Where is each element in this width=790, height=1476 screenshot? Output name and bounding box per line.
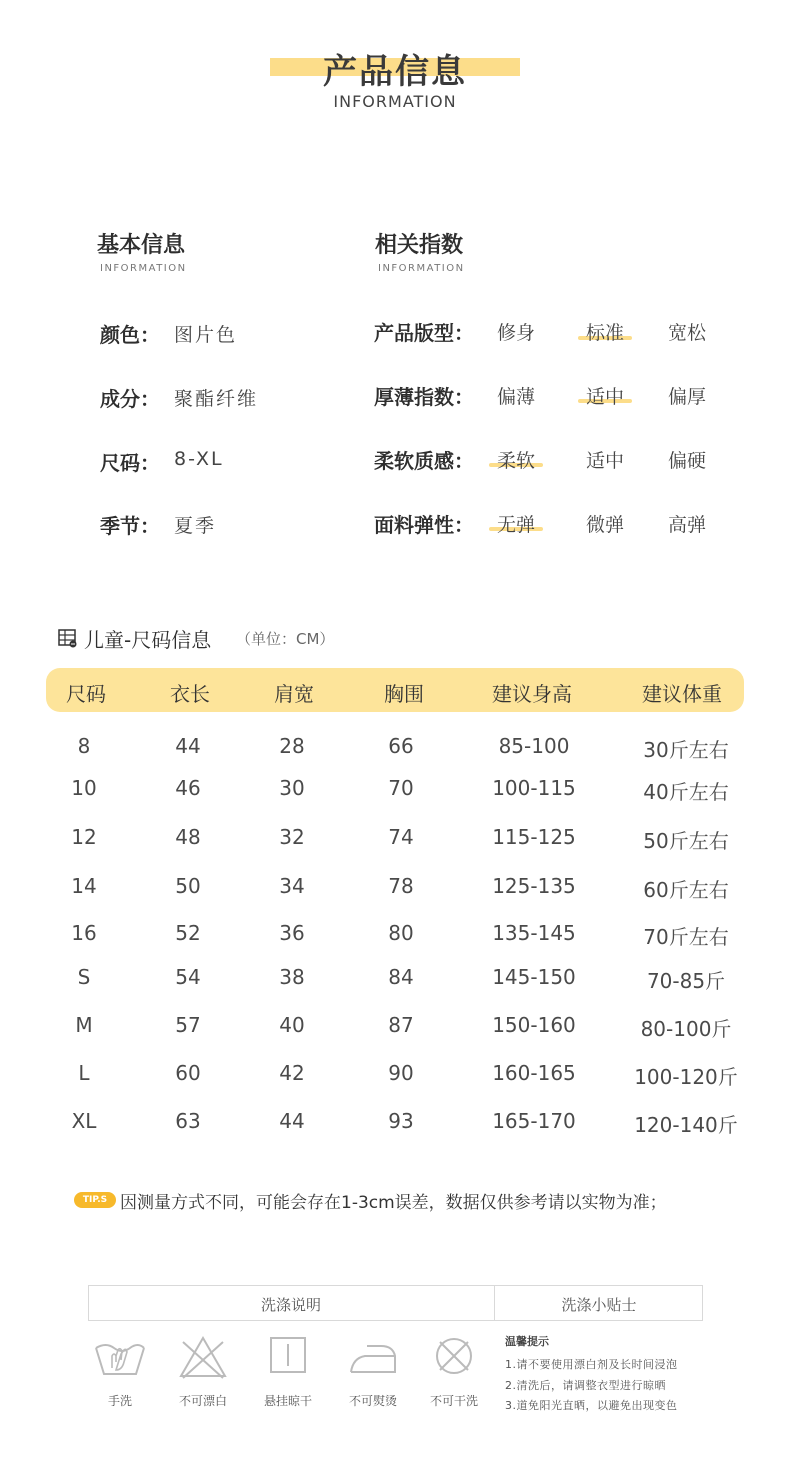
table-cell: 38 xyxy=(279,965,305,989)
table-cell: 60斤左右 xyxy=(643,878,729,902)
table-header-cell: 肩宽 xyxy=(274,682,314,706)
table-cell: 150-160 xyxy=(492,1013,576,1037)
basic-row-label: 季节： xyxy=(100,514,160,538)
ruler-table-icon xyxy=(58,628,78,648)
table-cell: 93 xyxy=(388,1109,414,1133)
table-cell: 42 xyxy=(279,1061,305,1085)
table-cell: 160-165 xyxy=(492,1061,576,1085)
page-title: 产品信息 xyxy=(323,52,467,92)
basic-row-value: 8-XL xyxy=(174,448,224,470)
table-cell: 52 xyxy=(175,921,201,945)
table-cell: 8 xyxy=(77,734,91,758)
table-cell: 50 xyxy=(175,874,201,898)
index-option-selected: 标准 xyxy=(585,322,624,344)
table-cell: 44 xyxy=(175,734,201,758)
table-cell: 70斤左右 xyxy=(643,925,729,949)
index-option: 高弹 xyxy=(667,514,706,536)
table-header-cell: 胸围 xyxy=(384,682,424,706)
size-table-title: 儿童-尺码信息 xyxy=(84,628,212,652)
index-option-selected: 适中 xyxy=(585,386,624,408)
index-row-label: 面料弹性： xyxy=(374,513,474,537)
table-cell: 145-150 xyxy=(492,965,576,989)
table-cell: 120-140斤 xyxy=(634,1113,738,1137)
table-cell: 70-85斤 xyxy=(646,969,726,993)
care-tips-title: 温馨提示 xyxy=(505,1335,549,1348)
index-option: 宽松 xyxy=(667,322,706,344)
table-cell: 10 xyxy=(71,776,97,800)
indices-subtitle: INFORMATION xyxy=(378,263,465,274)
table-cell: 36 xyxy=(279,921,305,945)
wash-tips-header: 洗涤小贴士 xyxy=(561,1296,637,1314)
table-cell: 57 xyxy=(175,1013,201,1037)
table-cell: 100-115 xyxy=(492,776,576,800)
no-iron-icon xyxy=(345,1334,401,1380)
table-cell: 84 xyxy=(388,965,414,989)
table-cell: XL xyxy=(71,1109,97,1133)
table-cell: 50斤左右 xyxy=(643,829,729,853)
table-cell: 80 xyxy=(388,921,414,945)
table-cell: 40 xyxy=(279,1013,305,1037)
table-cell: 125-135 xyxy=(492,874,576,898)
table-cell: 34 xyxy=(279,874,305,898)
basic-row-value: 图片色 xyxy=(174,324,238,346)
table-cell: 165-170 xyxy=(492,1109,576,1133)
index-option-selected: 无弹 xyxy=(496,514,535,536)
table-cell: 78 xyxy=(388,874,414,898)
table-cell: 16 xyxy=(71,921,97,945)
table-cell: 87 xyxy=(388,1013,414,1037)
table-cell: 46 xyxy=(175,776,201,800)
table-cell: 12 xyxy=(71,825,97,849)
size-table-unit: （单位：CM） xyxy=(236,630,335,648)
basic-info-title: 基本信息 xyxy=(97,233,186,258)
table-cell: 44 xyxy=(279,1109,305,1133)
index-row-label: 产品版型： xyxy=(374,321,474,345)
wash-icon-label: 不可漂白 xyxy=(178,1394,227,1408)
table-cell: 100-120斤 xyxy=(634,1065,738,1089)
wash-icon-label: 不可干洗 xyxy=(429,1394,478,1408)
table-cell: 66 xyxy=(388,734,414,758)
table-header-cell: 尺码 xyxy=(66,682,106,706)
table-cell: 63 xyxy=(175,1109,201,1133)
table-header-cell: 衣长 xyxy=(170,682,210,706)
wash-icon-label: 手洗 xyxy=(107,1394,132,1408)
wash-icon-label: 悬挂晾干 xyxy=(263,1394,312,1408)
table-cell: 54 xyxy=(175,965,201,989)
index-option: 偏厚 xyxy=(667,386,706,408)
table-cell: 30斤左右 xyxy=(643,738,729,762)
no-bleach-icon xyxy=(175,1334,231,1380)
index-option-selected: 柔软 xyxy=(496,450,535,472)
no-dry-clean-icon xyxy=(426,1334,482,1380)
table-cell: 32 xyxy=(279,825,305,849)
table-cell: L xyxy=(78,1061,90,1085)
table-cell: 115-125 xyxy=(492,825,576,849)
hand-wash-icon xyxy=(92,1334,148,1380)
table-cell: 40斤左右 xyxy=(643,780,729,804)
index-option: 偏薄 xyxy=(496,386,535,408)
indices-title: 相关指数 xyxy=(375,233,464,258)
tip-text: 因测量方式不同，可能会存在1-3cm误差，数据仅供参考请以实物为准； xyxy=(120,1193,667,1213)
table-cell: 85-100 xyxy=(498,734,570,758)
wash-icon-label: 不可熨烫 xyxy=(348,1394,397,1408)
index-option: 修身 xyxy=(496,322,535,344)
index-option: 偏硬 xyxy=(667,450,706,472)
tip-badge: TIP.S xyxy=(74,1192,116,1208)
table-cell: 48 xyxy=(175,825,201,849)
table-cell: 74 xyxy=(388,825,414,849)
table-cell: M xyxy=(75,1013,93,1037)
index-row-label: 厚薄指数： xyxy=(374,385,474,409)
table-cell: 60 xyxy=(175,1061,201,1085)
basic-row-label: 颜色： xyxy=(100,323,160,347)
index-option: 适中 xyxy=(585,450,624,472)
table-cell: 135-145 xyxy=(492,921,576,945)
basic-row-label: 尺码： xyxy=(100,451,160,475)
index-row-label: 柔软质感： xyxy=(374,449,474,473)
table-cell: 28 xyxy=(279,734,305,758)
basic-row-value: 夏季 xyxy=(174,515,217,537)
table-header-cell: 建议体重 xyxy=(642,682,722,706)
care-tip-line: 2.清洗后，请调整衣型进行晾晒 xyxy=(505,1379,666,1392)
table-header-cell: 建议身高 xyxy=(492,682,572,706)
table-cell: 14 xyxy=(71,874,97,898)
page-header xyxy=(0,40,790,120)
table-cell: 30 xyxy=(279,776,305,800)
basic-row-value: 聚酯纤维 xyxy=(174,388,259,410)
care-tip-line: 3.道免阳光直晒，以避免出现变色 xyxy=(505,1399,678,1412)
table-cell: 80-100斤 xyxy=(640,1017,732,1041)
page-subtitle: INFORMATION xyxy=(333,92,457,111)
hang-dry-icon xyxy=(260,1334,316,1380)
table-cell: S xyxy=(77,965,91,989)
wash-instructions-header: 洗涤说明 xyxy=(260,1296,321,1314)
basic-row-label: 成分： xyxy=(100,387,160,411)
table-cell: 90 xyxy=(388,1061,414,1085)
basic-info-subtitle: INFORMATION xyxy=(100,263,187,274)
table-cell: 70 xyxy=(388,776,414,800)
care-tip-line: 1.请不要使用漂白剂及长时间浸泡 xyxy=(505,1358,678,1371)
index-option: 微弹 xyxy=(585,514,624,536)
